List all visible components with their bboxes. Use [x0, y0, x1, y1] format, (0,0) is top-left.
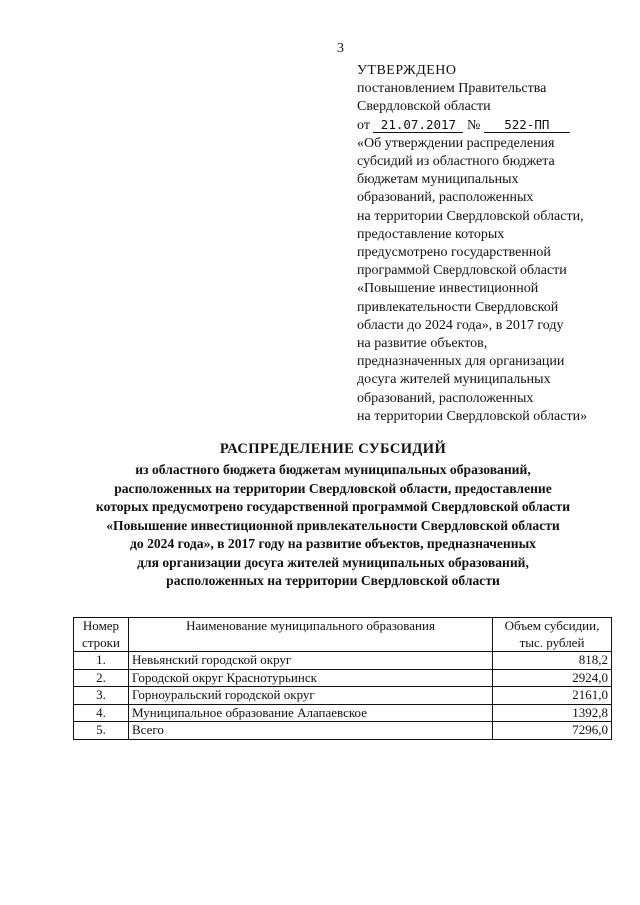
title-line: расположенных на территории Свердловской области, предоставление [114, 480, 552, 496]
title-line: расположенных на территории Свердловской области [166, 573, 500, 588]
table-row [74, 687, 612, 705]
header-row-number-line2: строки [82, 634, 120, 650]
approval-subject-line: субсидий из областного бюджета [357, 154, 555, 170]
header-amount [493, 618, 612, 652]
title-subtitle [60, 461, 606, 591]
approval-subject-line: программой Свердловской области [357, 263, 567, 279]
header-municipality [129, 618, 493, 652]
cell-amount: 7296,0 [493, 722, 612, 740]
cell-row-number: 3. [74, 687, 129, 705]
header-amount-line1: Объем субсидии, [504, 618, 600, 633]
table-row [74, 704, 612, 722]
approval-subject-line: на территории Свердловской области» [357, 408, 588, 424]
approval-subject-line: «Об утверждении распределения [357, 135, 555, 151]
approval-subject-line: привлекательности Свердловской [357, 299, 559, 315]
table-row-total [74, 722, 612, 740]
page-number: 3 [337, 41, 344, 56]
approval-subject-line: на территории Свердловской области, [357, 208, 584, 224]
approval-subject-line: образований, расположенных [357, 190, 534, 206]
table-row [74, 669, 612, 687]
date-prefix: от [357, 117, 370, 133]
title-line: до 2024 года», в 2017 году на развитие объектов, предназначенных [130, 536, 536, 551]
approval-heading: УТВЕРЖДЕНО [357, 63, 457, 78]
approval-stamp [357, 62, 627, 426]
subsidy-table [73, 617, 612, 740]
title-line: из областного бюджета бюджетам муниципальных образований, [135, 462, 531, 477]
title-line: «Повышение инвестиционной привлекательности Свердловской области [106, 517, 560, 533]
header-row-number-line1: Номер [82, 618, 120, 633]
cell-municipality: Городской округ Краснотурьинск [129, 669, 493, 687]
title-line: которых предусмотрено государственной программой Свердловской области [95, 499, 571, 514]
approval-subject-line: «Повышение инвестиционной [357, 281, 539, 297]
approval-line-1: постановлением Правительства [357, 81, 547, 97]
cell-row-number: 1. [74, 652, 129, 670]
approval-subject-line: на развитие объектов, [357, 336, 488, 352]
table-header-row [74, 618, 612, 652]
header-amount-line2: тыс. рублей [519, 634, 585, 650]
cell-municipality: Невьянский городской округ [129, 652, 493, 670]
title-main: РАСПРЕДЕЛЕНИЕ СУБСИДИЙ [219, 441, 447, 457]
approval-subject-line: предоставление которых [357, 226, 505, 242]
title-line: для организации досуга жителей муниципальных образований, [137, 554, 529, 570]
approval-subject-line: предназначенных для организации [357, 354, 565, 370]
cell-municipality: Горноуральский городской округ [129, 687, 493, 705]
cell-row-number: 2. [74, 669, 129, 687]
cell-amount: 2924,0 [493, 669, 612, 687]
approval-line-2: Свердловской области [357, 99, 491, 115]
approval-number: 522-ПП [484, 117, 570, 133]
cell-amount: 818,2 [493, 652, 612, 670]
approval-date: 21.07.2017 [373, 117, 463, 133]
cell-row-number: 4. [74, 704, 129, 722]
approval-subject-line: предусмотрено государственной [357, 245, 551, 261]
approval-subject-line: досуга жителей муниципальных [357, 372, 551, 388]
approval-subject-line: бюджетам муниципальных [357, 172, 519, 188]
document-title [60, 441, 606, 591]
approval-date-line [357, 117, 627, 135]
number-prefix: № [466, 117, 481, 133]
cell-row-number: 5. [74, 722, 129, 740]
cell-amount: 2161,0 [493, 687, 612, 705]
table-row [74, 652, 612, 670]
cell-municipality: Муниципальное образование Алапаевское [129, 704, 493, 722]
approval-subject-line: образований, расположенных [357, 390, 534, 406]
approval-subject-line: области до 2024 года», в 2017 году [357, 317, 564, 333]
header-row-number [74, 618, 129, 652]
header-municipality-label: Наименование муниципального образования [186, 618, 435, 633]
cell-amount: 1392,8 [493, 704, 612, 722]
cell-municipality: Всего [129, 722, 493, 740]
